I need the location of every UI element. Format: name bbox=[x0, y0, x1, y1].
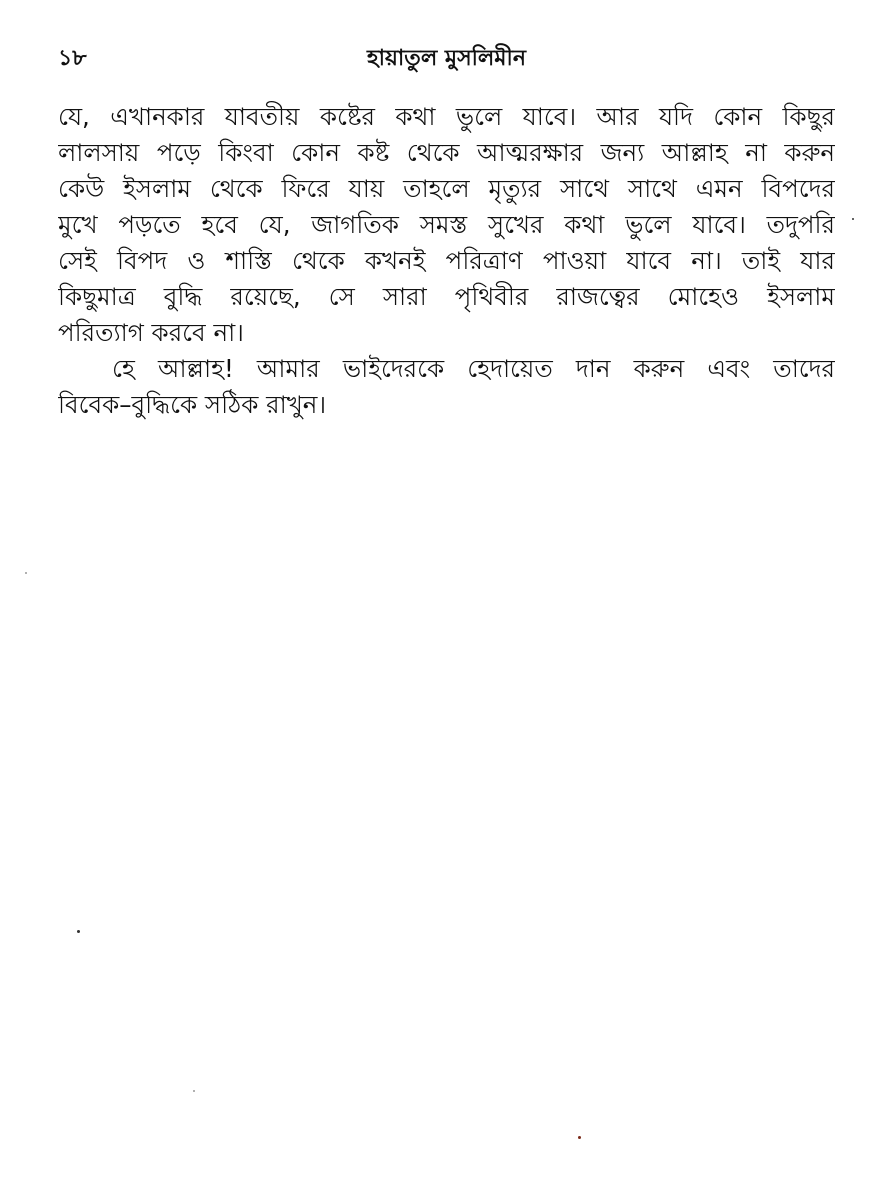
scan-speck bbox=[852, 218, 854, 220]
scan-speck bbox=[77, 930, 80, 933]
scan-speck bbox=[578, 1136, 581, 1139]
scan-speck bbox=[25, 572, 27, 574]
text-line: কিছুমাত্র বুদ্ধি রয়েছে, সে সারা পৃথিবীর রাজত্বের মোহেও ইসলাম bbox=[58, 282, 835, 311]
text-line: পরিত্যাগ করবে না। bbox=[58, 318, 244, 347]
page-header bbox=[58, 44, 835, 86]
text-line: কেউ ইসলাম থেকে ফিরে যায় তাহলে মৃত্যুর সাথে সাথে এমন বিপদের bbox=[58, 174, 835, 203]
text-line: হে আল্লাহ! আমার ভাইদেরকে হেদায়েত দান করুন এবং তাদের bbox=[112, 354, 835, 383]
text-line: লালসায় পড়ে কিংবা কোন কষ্ট থেকে আত্মরক্ষার জন্য আল্লাহ না করুন bbox=[58, 138, 835, 167]
text-line: সেই বিপদ ও শাস্তি থেকে কখনই পরিত্রাণ পাওয়া যাবে না। তাই যার bbox=[58, 246, 835, 275]
text-line: বিবেক–বুদ্ধিকে সঠিক রাখুন। bbox=[58, 390, 327, 419]
paragraph-2 bbox=[58, 351, 835, 423]
paragraph-1 bbox=[58, 99, 835, 351]
text-line: মুখে পড়তে হবে যে, জাগতিক সমস্ত সুখের কথা ভুলে যাবে। তদুপরি bbox=[58, 210, 835, 239]
body-text bbox=[58, 99, 835, 423]
scan-speck bbox=[193, 1090, 195, 1092]
text-line: যে, এখানকার যাবতীয় কষ্টের কথা ভুলে যাবে। আর যদি কোন কিছুর bbox=[58, 102, 835, 131]
page-number: ১৮ bbox=[58, 46, 87, 71]
running-title: হায়াতুল মুসলিমীন bbox=[367, 46, 526, 71]
